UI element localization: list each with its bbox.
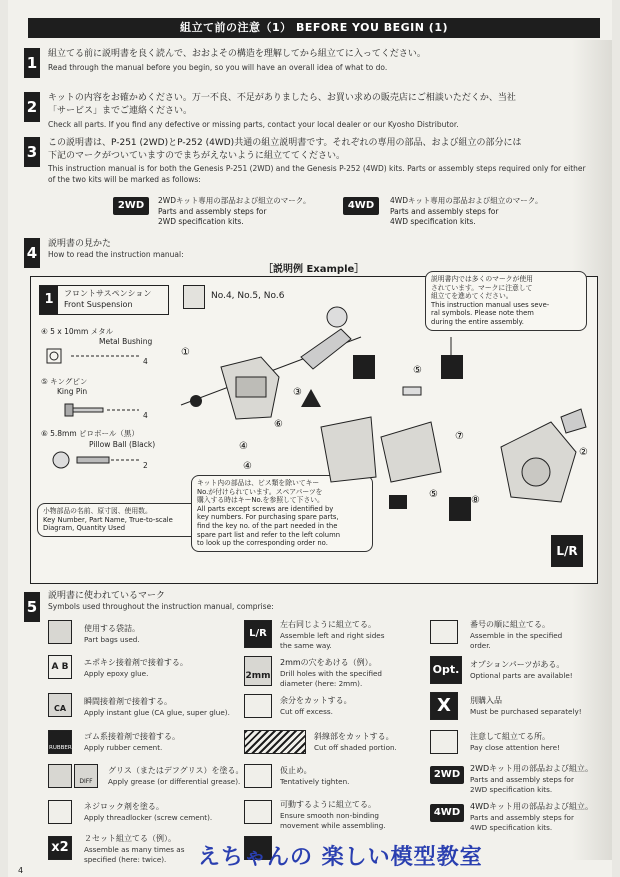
symbol-4wd-en: Parts and assembly steps for xyxy=(470,813,574,822)
symbol-shaded-en: Cut off shaded portion. xyxy=(314,743,397,752)
2wd-icon: 2WD xyxy=(430,766,464,784)
symbol-opt-en: Optional parts are available! xyxy=(470,671,573,680)
step-5-number: 5 xyxy=(24,592,40,622)
part-5-en: King Pin xyxy=(57,387,88,396)
lr-icon: L/R xyxy=(244,620,272,648)
label-5: ⑤ xyxy=(413,365,422,376)
symbol-epoxy-en: Apply epoxy glue. xyxy=(84,669,149,678)
symbol-order-en2: order. xyxy=(470,641,491,650)
step-4-jp: 説明書の見かた xyxy=(48,239,112,249)
page-header: 組立て前の注意（1） BEFORE YOU BEGIN (1) xyxy=(28,18,600,38)
4wd-icon: 4WD xyxy=(430,804,464,822)
symbol-opt-jp: オプションパーツがある。 xyxy=(470,660,565,669)
4wd-mark-en2: 4WD specification kits. xyxy=(390,217,476,226)
symbol-2wd-en2: 2WD specification kits. xyxy=(470,785,553,794)
symbol-2wd-en: Parts and assembly steps for xyxy=(470,775,574,784)
bag-reference: No.4, No.5, No.6 xyxy=(211,291,285,301)
symbol-bag-en: Part bags used. xyxy=(84,635,140,644)
rubber-cement-icon: RUBBER xyxy=(48,730,72,754)
x2-icon: x2 xyxy=(48,836,72,860)
symbol-order-jp: 番号の順に組立てる。 xyxy=(470,620,550,629)
symbol-threadlocker-jp: ネジロック剤を塗る。 xyxy=(84,802,164,811)
step-2-jp-line2: 「サービス」までご連絡ください。 xyxy=(48,106,193,116)
symbol-smooth-en2: movement while assembling. xyxy=(280,821,386,830)
part-4-en: Metal Bushing xyxy=(99,337,153,346)
step-1-number: 1 xyxy=(24,48,40,78)
2wd-mark-jp: 2WDキット専用の部品および組立のマーク。 xyxy=(158,196,311,205)
part-6-en: Pillow Ball (Black) xyxy=(89,440,156,449)
symbol-threadlocker-en: Apply threadlocker (screw cement). xyxy=(84,813,213,822)
pointing-hand-icon xyxy=(430,730,458,754)
symbol-x2-en: Assemble as many times as xyxy=(84,845,185,854)
label-2: ② xyxy=(579,447,588,458)
step-5-en: Symbols used throughout the instruction manual, comprise: xyxy=(48,602,274,611)
symbol-x-en: Must be purchased separately! xyxy=(470,707,582,716)
cut-icon xyxy=(244,694,272,718)
symbol-cut-en: Cut off excess. xyxy=(280,707,333,716)
step-3-en: This instruction manual is for both the Genesis P-251 (2WD) and the Genesis P-252 (4WD) kits. Parts or assembly steps required only for either xyxy=(48,164,586,173)
2wd-mark-en1: Parts and assembly steps for xyxy=(158,207,267,216)
step-1-jp: 組立てる前に説明書を良く読んで、おおよその構造を理解してから組立てに入ってください。 xyxy=(48,49,426,59)
watermark-brand: えちゃんの 楽しい模型教室 xyxy=(198,845,483,870)
example-step-number: 1 xyxy=(40,286,58,314)
step-2-jp: キットの内容をお確かめください。万一不良、不足がありましたら、お買い求めの販売店にご相談いただくか、当社 xyxy=(48,93,516,103)
step-2-number: 2 xyxy=(24,92,40,122)
opt-icon: Opt. xyxy=(430,656,462,684)
symbol-shaded-jp: 斜線部をカットする。 xyxy=(314,732,394,741)
2wd-mark-en2: 2WD specification kits. xyxy=(158,217,244,226)
manual-page xyxy=(8,0,612,877)
4wd-mark-en1: Parts and assembly steps for xyxy=(390,207,499,216)
symbol-lr-jp: 左右同じように組立てる。 xyxy=(280,620,376,629)
callout-marks: 説明書内では多くのマークが使用 されています。マークに注意して 組立てを進めてください。 This instruction manual uses seve- ral symbols. Please note them during the entire assembly. xyxy=(425,271,587,331)
part-4-qty: 4 xyxy=(143,357,148,366)
symbol-rubber-en: Apply rubber cement. xyxy=(84,743,163,752)
example-diagram xyxy=(30,276,598,584)
symbol-x2-en2: specified (here: twice). xyxy=(84,855,167,864)
symbol-grease-en: Apply grease (or differential grease). xyxy=(108,777,241,786)
label-3: ③ xyxy=(293,387,302,398)
example-step-en: Front Suspension xyxy=(64,300,133,309)
diff-grease-icon: DIFF xyxy=(74,764,98,788)
step-4-en: How to read the instruction manual: xyxy=(48,250,184,259)
symbol-4wd-jp: 4WDキット用の部品および組立。 xyxy=(470,802,593,811)
bag-icon xyxy=(48,620,72,644)
label-4b: ④ xyxy=(243,461,252,472)
symbol-ca-jp: 瞬間接着剤で接着する。 xyxy=(84,697,172,706)
label-6: ⑥ xyxy=(274,419,283,430)
shaded-cut-icon xyxy=(244,730,306,754)
symbol-cut-jp: 余分をカットする。 xyxy=(280,696,352,705)
example-step-jp: フロントサスペンション xyxy=(64,289,152,298)
symbol-smooth-jp: 可動するように組立てる。 xyxy=(280,800,376,809)
part-6-qty: 2 xyxy=(143,461,148,470)
label-8: ⑧ xyxy=(471,495,480,506)
symbol-tighten-jp: 仮止め。 xyxy=(280,766,312,775)
symbol-tighten-en: Tentatively tighten. xyxy=(280,777,350,786)
part-5-qty: 4 xyxy=(143,411,148,420)
label-4: ④ xyxy=(239,441,248,452)
label-7: ⑦ xyxy=(455,431,464,442)
x-icon: X xyxy=(430,692,458,720)
symbol-grease-jp: グリス（またはデフグリス）を塗る。 xyxy=(108,766,244,775)
symbol-x2-jp: ２セット組立てる（例）。 xyxy=(84,834,176,843)
symbol-lr-en2: the same way. xyxy=(280,641,332,650)
callout-key-numbers: キット内の部品は、ビス類を除いてキー No.が付けられています。スペアパーツを 購入する時はキーNo.を参照して下さい。 All parts except screws are identified by key numbers. For purchasing spare parts, find the key no. of the part needed in the spare part list and refer to the left column to look up the corresponding order no. xyxy=(191,475,373,552)
symbol-2wd-jp: 2WDキット用の部品および組立。 xyxy=(470,764,593,773)
symbol-ca-en: Apply instant glue (CA glue, super glue). xyxy=(84,708,230,717)
smooth-move-icon xyxy=(244,800,272,824)
threadlocker-icon xyxy=(48,800,72,824)
symbol-drill-en2: diameter (here: 2mm). xyxy=(280,679,363,688)
page-number: 4 xyxy=(18,866,24,875)
tighten-icon xyxy=(244,764,272,788)
symbol-bag-jp: 使用する袋詰。 xyxy=(84,624,140,633)
drill-icon: 2mm xyxy=(244,656,272,686)
step-3-number: 3 xyxy=(24,137,40,167)
symbol-attention-jp: 注意して組立てる所。 xyxy=(470,732,550,741)
step-4-number: 4 xyxy=(24,238,40,268)
symbol-lr-en: Assemble left and right sides xyxy=(280,631,385,640)
step-3-jp: この説明書は、P-251 (2WD)とP-252 (4WD)共通の組立説明書です。それぞれの専用の部品、および組立の部分には xyxy=(48,138,522,148)
symbol-4wd-en2: 4WD specification kits. xyxy=(470,823,553,832)
lr-mark: L/R xyxy=(551,535,583,567)
suspension-illustration xyxy=(31,277,597,583)
step-2-en: Check all parts. If you find any defective or missing parts, contact your local dealer or our Kyosho Distributor. xyxy=(48,120,459,129)
step-3-jp-line2: 下記のマークがついていますのでまちがえないように組立ててください。 xyxy=(48,151,346,161)
4wd-mark: 4WD xyxy=(343,197,379,215)
symbol-x-jp: 別購入品 xyxy=(470,696,502,705)
symbol-attention-en: Pay close attention here! xyxy=(470,743,560,752)
ca-glue-icon: CA xyxy=(48,693,72,717)
symbol-order-en: Assemble in the specified xyxy=(470,631,563,640)
step-5-jp: 説明書に使われているマーク xyxy=(48,591,166,601)
symbol-drill-en: Drill holes with the specified xyxy=(280,669,382,678)
part-5-label: ⑤ キングピン xyxy=(41,377,88,386)
symbol-smooth-en: Ensure smooth non-binding xyxy=(280,811,379,820)
epoxy-icon: A B xyxy=(48,655,72,679)
example-title: ［説明例 Example］ xyxy=(263,264,365,275)
grease-icon xyxy=(48,764,72,788)
symbol-drill-jp: 2mmの穴をあける（例）。 xyxy=(280,658,377,667)
callout-parts: 小物部品の名前、原寸図、使用数。 Key Number, Part Name, True-to-scale Diagram, Quantity Used xyxy=(37,503,199,537)
symbol-epoxy-jp: エポキシ接着剤で接着する。 xyxy=(84,658,188,667)
symbol-rubber-jp: ゴム系接着剤で接着する。 xyxy=(84,732,180,741)
part-4-label: ④ 5 x 10mm メタル xyxy=(41,327,114,336)
4wd-mark-jp: 4WDキット専用の部品および組立のマーク。 xyxy=(390,196,543,205)
2wd-mark: 2WD xyxy=(113,197,149,215)
part-6-label: ⑥ 5.8mm ピロボール（黒） xyxy=(41,429,139,438)
order-icon xyxy=(430,620,458,644)
label-1: ① xyxy=(181,347,190,358)
step-3-en-line2: of the two kits will be marked as follows: xyxy=(48,175,201,184)
step-1-en: Read through the manual before you begin, so you will have an overall idea of what to do. xyxy=(48,63,388,72)
label-5b: ⑤ xyxy=(429,489,438,500)
